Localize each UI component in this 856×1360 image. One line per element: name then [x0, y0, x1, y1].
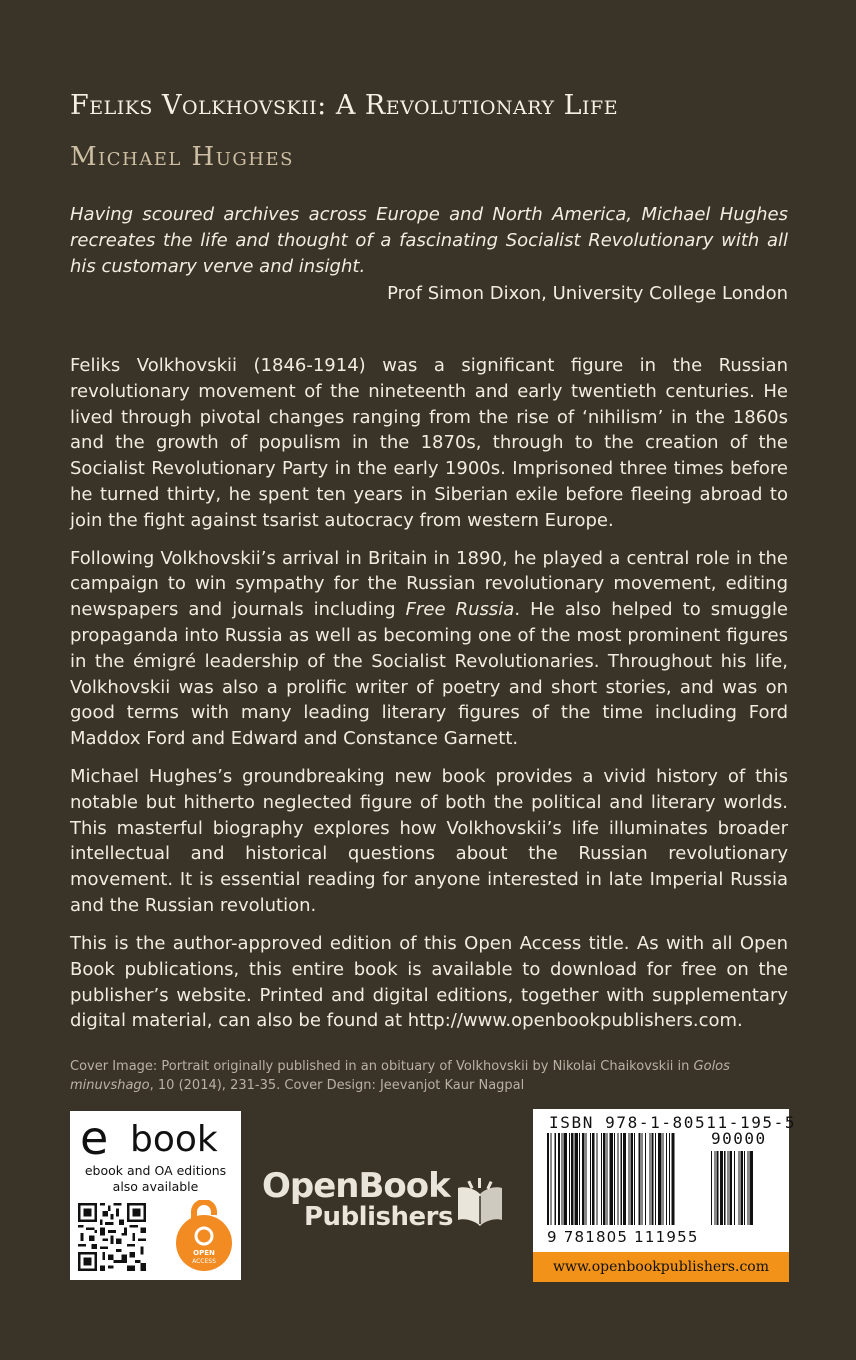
book-title: Feliks Volkhovskii: A Revolutionary Life: [70, 90, 619, 121]
price-barcode-stripe: [728, 1151, 729, 1225]
barcode-stripe: [631, 1133, 633, 1225]
publisher-name-line-2: Publishers: [304, 1202, 453, 1232]
blurb-paragraph-2: [70, 546, 788, 752]
barcode-stripe: [658, 1133, 661, 1225]
isbn-barcode-box: [533, 1109, 797, 1282]
barcode-stripe: [550, 1133, 551, 1225]
barcode-stripe: [575, 1133, 578, 1225]
isbn-label: ISBN 978-1-80511-195-5: [549, 1113, 797, 1132]
open-access-badge-line-1: OPEN: [193, 1249, 215, 1257]
credits-end: , 10 (2014), 231-35. Cover Design: Jeevanjot Kaur Nagpal: [149, 1078, 525, 1093]
barcode-stripe: [586, 1133, 587, 1225]
barcode-stripe: [561, 1133, 562, 1225]
barcode-stripe: [582, 1133, 584, 1225]
barcode-stripe: [663, 1133, 664, 1225]
price-barcode-stripe: [714, 1151, 715, 1225]
barcode-stripe: [601, 1133, 602, 1225]
barcode-stripe: [610, 1133, 613, 1225]
book-author: Michael Hughes: [70, 142, 294, 172]
price-barcode-stripe: [750, 1151, 753, 1225]
open-access-badge-line-2: ACCESS: [192, 1258, 216, 1265]
price-barcode-stripe: [734, 1151, 735, 1225]
barcode-stripe: [671, 1133, 674, 1225]
ebook-logo-word: book: [130, 1119, 218, 1160]
barcode-stripe: [606, 1133, 607, 1225]
price-barcode-stripe: [730, 1151, 732, 1225]
price-barcode-stripe: [744, 1151, 745, 1225]
barcode-stripe: [590, 1133, 591, 1225]
barcode-stripe: [634, 1133, 635, 1225]
barcode-stripe: [579, 1133, 580, 1225]
barcode-stripe: [621, 1133, 622, 1225]
blurb-paragraph-2-end: . He also helped to smuggle propaganda into Russia as well as becoming one of the most prominent figures in the émigré leadership of the Socialist Revolutionaries. Throughout his life, Volkhovskii was also a prolific writer of poetry and short stories, and was on good terms with many leading literary figures of the time including Ford Maddox Ford and Edward and Constance Garnett.: [70, 599, 789, 750]
barcode-stripe: [592, 1133, 594, 1225]
blurb-paragraph-3: Michael Hughes’s groundbreaking new book provides a vivid history of this notable but hitherto neglected figure of both the political and literary worlds. This masterful biography explores how Volkhovskii’s life illuminates broader intellectual and historical questions about the Russian revolutionary movement. It is essential reading for anyone interested in late Imperial Russia and the Russian revolution.: [70, 765, 788, 916]
ebook-logo-e: e: [80, 1111, 109, 1165]
barcode-stripe: [669, 1133, 670, 1225]
price-barcode-stripe: [741, 1151, 743, 1225]
ebook-text-line-1: ebook and OA editions: [84, 1163, 227, 1178]
barcode-stripe: [638, 1133, 640, 1225]
price-barcode-stripe: [711, 1151, 712, 1225]
ebook-text-line-2: also available: [112, 1179, 199, 1194]
barcode-stripe: [628, 1133, 629, 1225]
blurb-paragraph-2-start: Following Volkhovskii’s arrival in Britain in 1890, he played a central role in the campaign to win sympathy for the Russian revolutionary movement, editing newspapers and journals including: [70, 547, 788, 621]
barcode-stripe: [555, 1133, 556, 1225]
cover-credits: [70, 1057, 788, 1095]
price-code: 90000: [711, 1129, 767, 1148]
open-access-note: This is the author-approved edition of this Open Access title. As with all Open Book publications, this entire book is available to download for free on the publisher’s website. Printed and digital editions, together with supplementary digital material, can also be found at http://www.openbookpublishers.com.: [70, 933, 788, 1032]
barcode-stripe: [645, 1133, 646, 1225]
ebook-availability-box: [70, 1111, 241, 1280]
price-barcode-stripe: [739, 1151, 740, 1225]
endorsement-quote: Having scoured archives across Europe and North America, Michael Hughes recreates the life and thought of a fascinating Socialist Revolutionary with all his customary verve and insight.: [70, 204, 788, 277]
barcode-stripe: [655, 1133, 656, 1225]
barcode-stripe: [569, 1133, 570, 1225]
price-barcode-stripe: [747, 1151, 748, 1225]
barcode-stripe: [603, 1133, 605, 1225]
price-barcode-stripe: [724, 1151, 725, 1225]
barcode-stripe: [547, 1133, 549, 1225]
price-barcode-stripe: [720, 1151, 723, 1225]
barcode-stripe: [623, 1133, 626, 1225]
journal-title: Free Russia: [405, 599, 515, 621]
barcode-stripe: [614, 1133, 615, 1225]
open-book-icon: [456, 1176, 504, 1230]
blurb-paragraph-1: Feliks Volkhovskii (1846-1914) was a significant figure in the Russian revolutionary movement of the nineteenth and early twentieth centuries. He lived through pivotal changes ranging from the rise of ‘nihilism’ in the 1860s and the growth of populism in the 1870s, through to the creation of the Socialist Revolutionary Party in the early 1900s. Imprisoned three times before he turned thirty, he spent ten years in Siberian exile before fleeing abroad to join the fight against tsarist autocracy from western Europe.: [70, 355, 788, 531]
barcode-stripe: [652, 1133, 654, 1225]
open-access-badge-icon: [175, 1200, 233, 1272]
qr-code-icon[interactable]: [78, 1203, 146, 1271]
blurb: [70, 353, 788, 931]
credits-journal: Golos minuvshago: [70, 1059, 730, 1093]
barcode-stripe: [597, 1133, 598, 1225]
barcode-stripe: [558, 1133, 560, 1225]
barcode-stripe: [617, 1133, 618, 1225]
barcode-stripe: [666, 1133, 667, 1225]
ean-digits: 9 781805 111955: [547, 1228, 699, 1246]
barcode-stripe: [649, 1133, 650, 1225]
barcode-stripe: [564, 1133, 567, 1225]
publisher-name-line-1: OpenBook: [262, 1166, 450, 1206]
barcode-stripe: [571, 1133, 573, 1225]
credits-start: Cover Image: Portrait originally published in an obituary of Volkhovskii by Nikolai Chaikovskii in: [70, 1059, 694, 1074]
endorsement-source: Prof Simon Dixon, University College London: [387, 283, 788, 304]
barcode-stripe: [642, 1133, 643, 1225]
publisher-website[interactable]: www.openbookpublishers.com: [533, 1252, 789, 1282]
price-barcode-stripe: [717, 1151, 719, 1225]
